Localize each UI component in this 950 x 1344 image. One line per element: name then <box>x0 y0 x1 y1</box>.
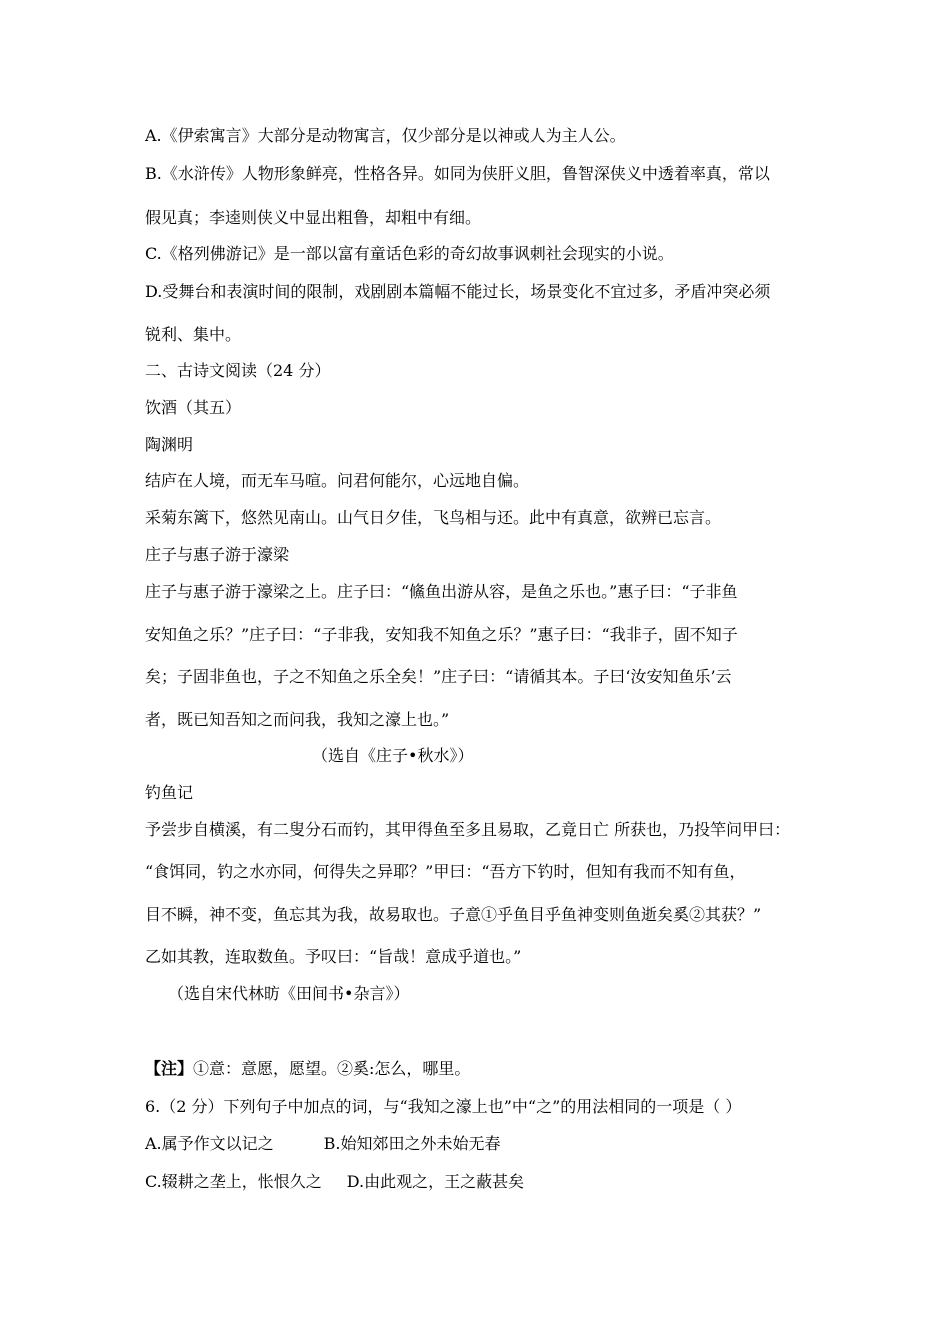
poem-title: 饮酒（其五） <box>145 398 242 417</box>
question-6-option-c: C.辍耕之垄上，怅恨久之 <box>145 1172 322 1191</box>
annotation-text: ①意：意愿，愿望。②奚:怎么，哪里。 <box>193 1059 471 1078</box>
poem-line-2: 采菊东篱下，悠然见南山。山气日夕佳，飞鸟相与还。此中有真意，欲辨已忘言。 <box>145 508 722 527</box>
poem-author: 陶渊明 <box>145 435 194 454</box>
passage-title-zhuangzi: 庄子与惠子游于濠梁 <box>145 545 290 564</box>
passage-source: （选自《庄子•秋水》） <box>312 746 474 765</box>
section-heading: 二、古诗文阅读（24 分） <box>145 361 331 380</box>
option-d-text: D.受舞台和表演时间的限制，戏剧剧本篇幅不能过长，场景变化不宜过多，矛盾冲突必须 <box>145 282 771 301</box>
question-6-options-cd <box>145 1172 524 1192</box>
fishing-source: （选自宋代林昉《田间书•杂言》） <box>168 984 410 1003</box>
option-a-text: A.《伊索寓言》大部分是动物寓言，仅少部分是以神或人为主人公。 <box>145 126 626 145</box>
question-6-option-d: D.由此观之，王之蔽甚矣 <box>346 1172 525 1191</box>
question-6: 6.（2 分）下列句子中加点的词，与“我知之濠上也”中“之”的用法相同的一项是（ ） <box>145 1097 742 1116</box>
passage-line-1: 庄子与惠子游于濠梁之上。庄子曰：“鯈鱼出游从容，是鱼之乐也。”惠子曰：“子非鱼 <box>145 582 738 601</box>
annotation <box>145 1059 470 1079</box>
option-b-text: B.《水浒传》人物形象鲜亮，性格各异。如同为侠肝义胆，鲁智深侠义中透着率真，常以 <box>145 164 770 183</box>
fishing-line-2: “食饵同，钓之水亦同，何得失之异耶？”甲曰：“吾方下钓时，但知有我而不知有鱼， <box>145 862 746 881</box>
question-6-option-a: A.属予作文以记之 <box>145 1134 274 1153</box>
poem-line-1: 结庐在人境，而无车马喧。问君何能尔，心远地自偏。 <box>145 471 530 490</box>
question-6-options-ab <box>145 1134 501 1154</box>
passage-line-4: 者，既已知吾知之而问我，我知之濠上也。” <box>145 710 450 729</box>
passage-line-3: 矣；子固非鱼也，子之不知鱼之乐全矣！”庄子曰：“请循其本。子曰‘汝安知鱼乐’云 <box>145 667 732 686</box>
annotation-label: 【注】 <box>145 1059 194 1078</box>
option-c-text: C.《格列佛游记》是一部以富有童话色彩的奇幻故事讽刺社会现实的小说。 <box>145 244 674 263</box>
option-b-continued: 假见真；李逵则侠义中显出粗鲁，却粗中有细。 <box>145 208 482 227</box>
passage-line-2: 安知鱼之乐？”庄子曰：“子非我，安知我不知鱼之乐？”惠子曰：“我非子，固不知子 <box>145 625 738 644</box>
fishing-line-1: 予尝步自横溪，有二叟分石而钓，其甲得鱼至多且易取，乙竟日亡 所获也，乃投竿问甲曰： <box>145 820 791 839</box>
passage-title-fishing: 钓鱼记 <box>145 783 194 802</box>
fishing-line-3: 目不瞬，神不变，鱼忘其为我，故易取也。子意①乎鱼目乎鱼神变则鱼逝矣奚②其获？” <box>145 905 762 924</box>
fishing-line-4: 乙如其教，连取数鱼。予叹曰：“旨哉！意成乎道也。” <box>145 947 522 966</box>
question-6-option-b: B.始知郊田之外未始无春 <box>323 1134 501 1153</box>
option-d-continued: 锐利、集中。 <box>145 325 242 344</box>
